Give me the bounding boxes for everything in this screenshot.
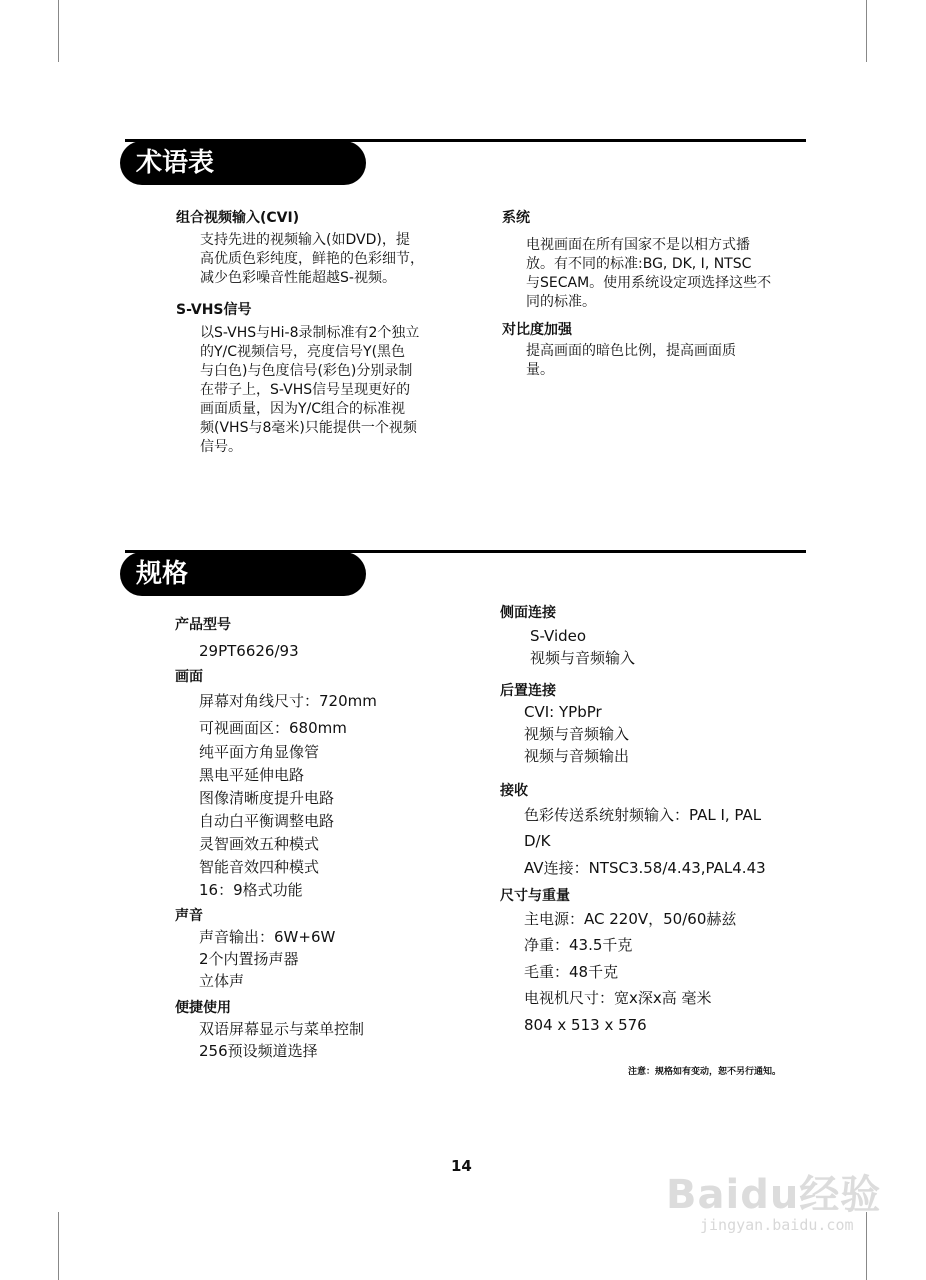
- list-item: 声音输出：6W+6W: [199, 928, 336, 946]
- list-item: 灵智画效五种模式: [199, 835, 320, 853]
- specs-right-column: [500, 603, 860, 1038]
- list-item: 视频与音频输出: [524, 747, 630, 765]
- side-connections-heading: 侧面连接: [500, 605, 556, 621]
- reception-list: [500, 801, 860, 882]
- cvi-heading: 组合视频输入(CVI): [176, 210, 300, 226]
- list-item: 双语屏幕显示与菜单控制: [199, 1020, 365, 1038]
- text-line: 的Y/C视频信号，亮度信号Y(黑色: [200, 344, 406, 360]
- text-line: 与白色)与色度信号(彩色)分别录制: [200, 363, 413, 379]
- list-item: 色彩传送系统射频输入：PAL I, PAL: [524, 806, 762, 824]
- text-line: 同的标准。: [526, 294, 596, 310]
- crop-mark: [58, 1212, 59, 1280]
- list-item: 屏幕对角线尺寸：720mm: [199, 692, 377, 710]
- baidu-jingyan-watermark-logo: Baidu经验: [666, 1172, 882, 1218]
- reception-heading: 接收: [500, 783, 528, 799]
- text-line: 画面质量，因为Y/C组合的标准视: [200, 401, 406, 417]
- convenience-list: [175, 1018, 495, 1062]
- crop-mark: [866, 1212, 867, 1280]
- glossary-right-column: [502, 208, 852, 380]
- text-line: 量。: [526, 362, 554, 378]
- dimensions-heading: 尺寸与重量: [500, 888, 570, 904]
- crop-mark: [866, 0, 867, 62]
- text-line: 支持先进的视频输入(如DVD)，提: [200, 232, 410, 248]
- glossary-heading: 术语表: [120, 141, 366, 185]
- contrast-body: [502, 342, 852, 380]
- text-line: 在带子上，S-VHS信号呈现更好的: [200, 382, 411, 398]
- list-item: 毛重：48千克: [524, 963, 619, 981]
- page-number: 14: [451, 1157, 472, 1175]
- list-item: D/K: [524, 832, 551, 850]
- rear-connections-heading: 后置连接: [500, 683, 556, 699]
- list-item: 可视画面区：680mm: [199, 719, 347, 737]
- text-line: 放。有不同的标准:BG, DK, I, NTSC: [526, 256, 752, 272]
- svhs-body: [176, 324, 496, 457]
- sound-heading: 声音: [175, 908, 203, 924]
- watermark-url: jingyan.baidu.com: [700, 1216, 854, 1234]
- glossary-left-column: [176, 208, 496, 457]
- text-line: 电视画面在所有国家不是以相方式播: [526, 237, 750, 253]
- picture-list: [175, 687, 495, 902]
- text-line: 与SECAM。使用系统设定项选择这些不: [526, 275, 772, 291]
- list-item: 净重：43.5千克: [524, 936, 633, 954]
- list-item: 图像清晰度提升电路: [199, 789, 335, 807]
- list-item: 视频与音频输入: [524, 725, 630, 743]
- picture-heading: 画面: [175, 669, 203, 685]
- text-line: 频(VHS与8毫米)只能提供一个视频: [200, 420, 417, 436]
- text-line: 信号。: [200, 439, 242, 455]
- text-line: 高优质色彩纯度，鲜艳的色彩细节，: [200, 251, 424, 267]
- list-item: 主电源：AC 220V，50/60赫兹: [524, 910, 737, 928]
- list-item: 纯平面方角显像管: [199, 743, 320, 761]
- dimensions-list: [500, 906, 860, 1038]
- system-heading: 系统: [502, 210, 530, 226]
- list-item: 视频与音频输入: [530, 649, 636, 667]
- svhs-heading: S-VHS信号: [176, 302, 252, 318]
- specs-change-notice: 注意：规格如有变动，恕不另行通知。: [628, 1067, 782, 1077]
- list-item: 16：9格式功能: [199, 881, 303, 899]
- list-item: 电视机尺寸：宽x深x高 毫米: [524, 989, 712, 1007]
- list-item: 256预设频道选择: [199, 1042, 318, 1060]
- convenience-heading: 便捷使用: [175, 1000, 231, 1016]
- list-item: 黑电平延伸电路: [199, 766, 305, 784]
- text-line: 减少色彩噪音性能超越S-视频。: [200, 270, 396, 286]
- list-item: 自动白平衡调整电路: [199, 812, 335, 830]
- cvi-body: [176, 231, 496, 288]
- specs-left-column: [175, 615, 495, 1062]
- list-item: 804 x 513 x 576: [524, 1016, 647, 1034]
- list-item: 2个内置扬声器: [199, 950, 299, 968]
- specs-heading: 规格: [120, 552, 366, 596]
- rear-connections-list: [500, 701, 860, 767]
- list-item: S-Video: [530, 627, 587, 645]
- list-item: 立体声: [199, 972, 245, 990]
- sound-list: [175, 926, 495, 992]
- list-item: CVI: YPbPr: [524, 703, 602, 721]
- list-item: 智能音效四种模式: [199, 858, 320, 876]
- text-line: 以S-VHS与Hi-8录制标准有2个独立: [200, 325, 420, 341]
- side-connections-list: [500, 625, 860, 669]
- text-line: 提高画面的暗色比例，提高画面质: [526, 343, 736, 359]
- list-item: AV连接：NTSC3.58/4.43,PAL4.43: [524, 859, 766, 877]
- system-body: [502, 236, 852, 312]
- model-value: 29PT6626/93: [199, 642, 299, 660]
- model-heading: 产品型号: [175, 617, 231, 633]
- contrast-heading: 对比度加强: [502, 322, 572, 338]
- crop-mark: [58, 0, 59, 62]
